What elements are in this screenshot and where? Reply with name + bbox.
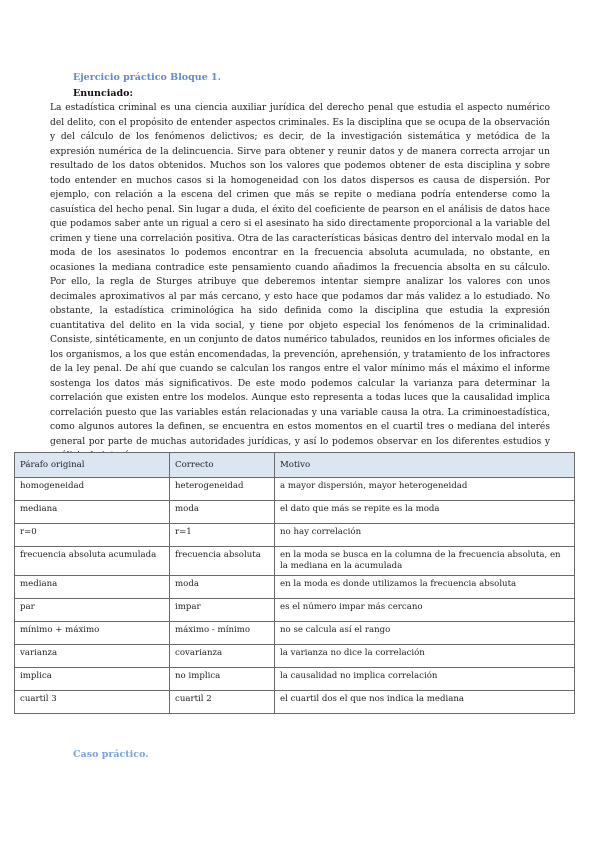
table-row xyxy=(15,576,575,599)
cell-correct: cuartil 2 xyxy=(170,691,275,714)
cell-reason: a mayor dispersión, mayor heterogeneidad xyxy=(275,478,575,501)
cell-original: mediana xyxy=(15,576,170,599)
table-row xyxy=(15,668,575,691)
cell-original: varianza xyxy=(15,645,170,668)
cell-correct: moda xyxy=(170,576,275,599)
corrections-table xyxy=(14,452,575,714)
table-row xyxy=(15,524,575,547)
cell-reason: la causalidad no implica correlación xyxy=(275,668,575,691)
cell-original: cuartil 3 xyxy=(15,691,170,714)
cell-original: par xyxy=(15,599,170,622)
cell-correct: covarianza xyxy=(170,645,275,668)
exercise-title: Ejercicio práctico Bloque 1. xyxy=(73,72,221,83)
cell-original: implica xyxy=(15,668,170,691)
cell-correct: moda xyxy=(170,501,275,524)
statement-heading: Enunciado: xyxy=(73,88,133,99)
table-row xyxy=(15,645,575,668)
header-original: Párafo original xyxy=(15,453,170,478)
header-reason: Motivo xyxy=(275,453,575,478)
table-row xyxy=(15,691,575,714)
table-row xyxy=(15,599,575,622)
cell-original: mínimo + máximo xyxy=(15,622,170,645)
table-row xyxy=(15,501,575,524)
table-header-row xyxy=(15,453,575,478)
cell-correct: no implica xyxy=(170,668,275,691)
cell-correct: heterogeneidad xyxy=(170,478,275,501)
cell-reason: en la moda se busca en la columna de la frecuencia absoluta, en la mediana en la acumulada xyxy=(275,547,575,576)
cell-reason: el dato que más se repite es la moda xyxy=(275,501,575,524)
case-study-heading: Caso práctico. xyxy=(73,749,149,760)
cell-reason: no hay correlación xyxy=(275,524,575,547)
cell-original: r=0 xyxy=(15,524,170,547)
cell-reason: el cuartil dos el que nos indica la mediana xyxy=(275,691,575,714)
cell-correct: máximo - mínimo xyxy=(170,622,275,645)
cell-original: homogeneidad xyxy=(15,478,170,501)
cell-original: mediana xyxy=(15,501,170,524)
header-correct: Correcto xyxy=(170,453,275,478)
cell-reason: la varianza no dice la correlación xyxy=(275,645,575,668)
cell-reason: en la moda es donde utilizamos la frecuencia absoluta xyxy=(275,576,575,599)
cell-correct: impar xyxy=(170,599,275,622)
table-row xyxy=(15,478,575,501)
cell-reason: es el número impar más cercano xyxy=(275,599,575,622)
cell-reason: no se calcula así el rango xyxy=(275,622,575,645)
statement-paragraph: La estadística criminal es una ciencia auxiliar jurídica del derecho penal que estudia el aspecto numérico del delito, con el propósito de entender aspectos criminales. Es la disciplina que se ocupa de la observación y del cálculo de los fenómenos delictivos; es decir, de la investigación sistemática y metódica de la expresión numérica de la delincuencia. Sirve para obtener y reunir datos y de manera correcta arrojar un resultado de los datos obtenidos. Muchos son los valores que podemos obtener de esta disciplina y sobre todo entender en muchos casos si la homogeneidad con los datos dispersos es causa de dispersión. Por ejemplo, con relación a la escena del crimen que más se repite o mediana podría entenderse como la casuística del hecho penal. Sin lugar a duda, el éxito del coeficiente de pearson en el análisis de datos hace que podamos saber ante un rigual a cero si el asesinato ha sido directamente proporcional a la variable del crimen y tiene una correlación positiva. Otra de las características básicas dentro del intervalo modal en la moda de los asesinatos lo podemos encontrar en la frecuencia absoluta acumulada, no obstante, en ocasiones la mediana contradice este pensamiento cuando añadimos la frecuencia absolta en su cálculo. Por ello, la regla de Sturges atribuye que deberemos intentar siempre analizar los valores con unos decimales aproximativos al par más cercano, y esto hace que podamos dar más validez a lo estudiado. No obstante, la estadística criminológica ha sido definida como la disciplina que estudia la expresión cuantitativa del delito en la vida social, y tiene por objeto especial los fenómenos de la criminalidad. Consiste, sintéticamente, en un conjunto de datos numérico tabulados, reunidos en los informes oficiales de los organismos, a los que están encomendadas, la prevención, aprehensión, y tratamiento de los infractores de la ley penal. De ahí que cuando se calculan los rangos entre el valor mínimo más el máximo el informe sostenga los datos más significativos. De este modo podemos calcular la varianza para determinar la correlación que existen entre los modelos. Aunque esto representa a todas luces que la causalidad implica correlación puesto que las variables están relacionadas y una variable causa la otra. La criminoestadística, como algunos autores la definen, se encuentra en estos momentos en el cuartil tres o mediana del interés general por parte de muchas autoridades jurídicas, y así lo podemos observar en los diferentes estudios y xyxy=(50,103,550,447)
table-row xyxy=(15,547,575,576)
cell-correct: r=1 xyxy=(170,524,275,547)
table-row xyxy=(15,622,575,645)
cell-original: frecuencia absoluta acumulada xyxy=(15,547,170,576)
cell-correct: frecuencia absoluta xyxy=(170,547,275,576)
